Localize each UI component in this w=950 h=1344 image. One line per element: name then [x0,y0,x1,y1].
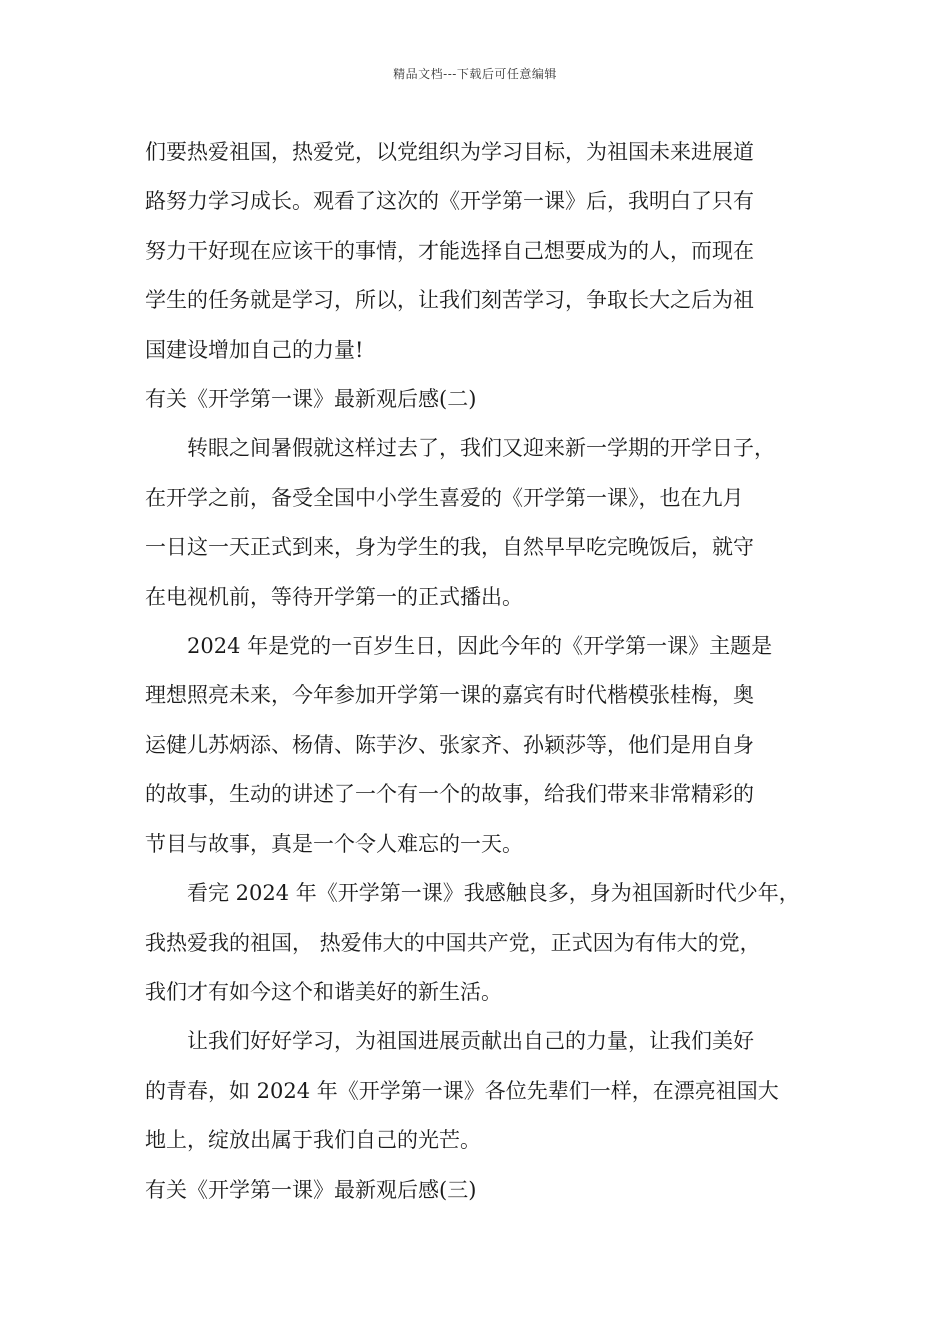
paragraph-reflection [145,869,811,1017]
heading-text: 有关《开学第一课》最新观后感(三) [145,1177,477,1202]
text-line: 在开学之前，备受全国中小学生喜爱的《开学第一课》，也在九月 [145,485,744,510]
text-line: 一日这一天正式到来，身为学生的我，自然早早吃完晚饭后，就守 [145,535,754,560]
text-line: 国建设增加自己的力量! [145,337,364,362]
paragraph-party-anniversary [145,622,811,869]
text-line: 的青春，如 2024 年《开学第一课》各位先辈们一样，在漂亮祖国大 [145,1078,779,1103]
heading-text: 有关《开学第一课》最新观后感(二) [145,387,477,412]
page-header: 精品文档---下载后可任意编辑 [393,67,557,81]
text-line: 看完 2024 年《开学第一课》我感触良多，身为祖国新时代少年， [187,881,800,906]
text-line: 们要热爱祖国，热爱党，以党组织为学习目标，为祖国未来进展道 [145,140,754,164]
text-line: 我热爱我的祖国， 热爱伟大的中国共产党，正式因为有伟大的党， [145,930,761,955]
text-line: 努力干好现在应该干的事情，才能选择自己想要成为的人，而现在 [145,238,754,263]
text-line: 理想照亮未来，今年参加开学第一课的嘉宾有时代楷模张桂梅，奥 [145,683,754,708]
section-heading-two [145,375,811,424]
text-line: 转眼之间暑假就这样过去了，我们又迎来新一学期的开学日子， [187,436,775,461]
text-line: 路努力学习成长。观看了这次的《开学第一课》后，我明白了只有 [145,189,754,214]
text-line: 学生的任务就是学习，所以，让我们刻苦学习，争取长大之后为祖 [145,288,754,313]
text-line: 运健儿苏炳添、杨倩、陈芋汐、张家齐、孙颖莎等，他们是用自身 [145,732,754,757]
paragraph-closing [145,1017,811,1165]
text-line: 让我们好好学习，为祖国进展贡献出自己的力量，让我们美好 [187,1029,754,1054]
paragraph-summer-ends [145,424,811,622]
section-heading-three [145,1166,811,1215]
text-line: 在电视机前，等待开学第一的正式播出。 [145,584,523,609]
text-line: 2024 年是党的一百岁生日，因此今年的《开学第一课》主题是 [187,634,773,659]
text-line: 地上，绽放出属于我们自己的光芒。 [145,1128,481,1153]
document-body [145,128,811,1215]
text-line: 节目与故事，真是一个令人难忘的一天。 [145,831,523,856]
text-line: 我们才有如今这个和谐美好的新生活。 [145,979,502,1004]
paragraph-continuation [145,128,811,375]
text-line: 的故事，生动的讲述了一个有一个的故事，给我们带来非常精彩的 [145,782,754,807]
